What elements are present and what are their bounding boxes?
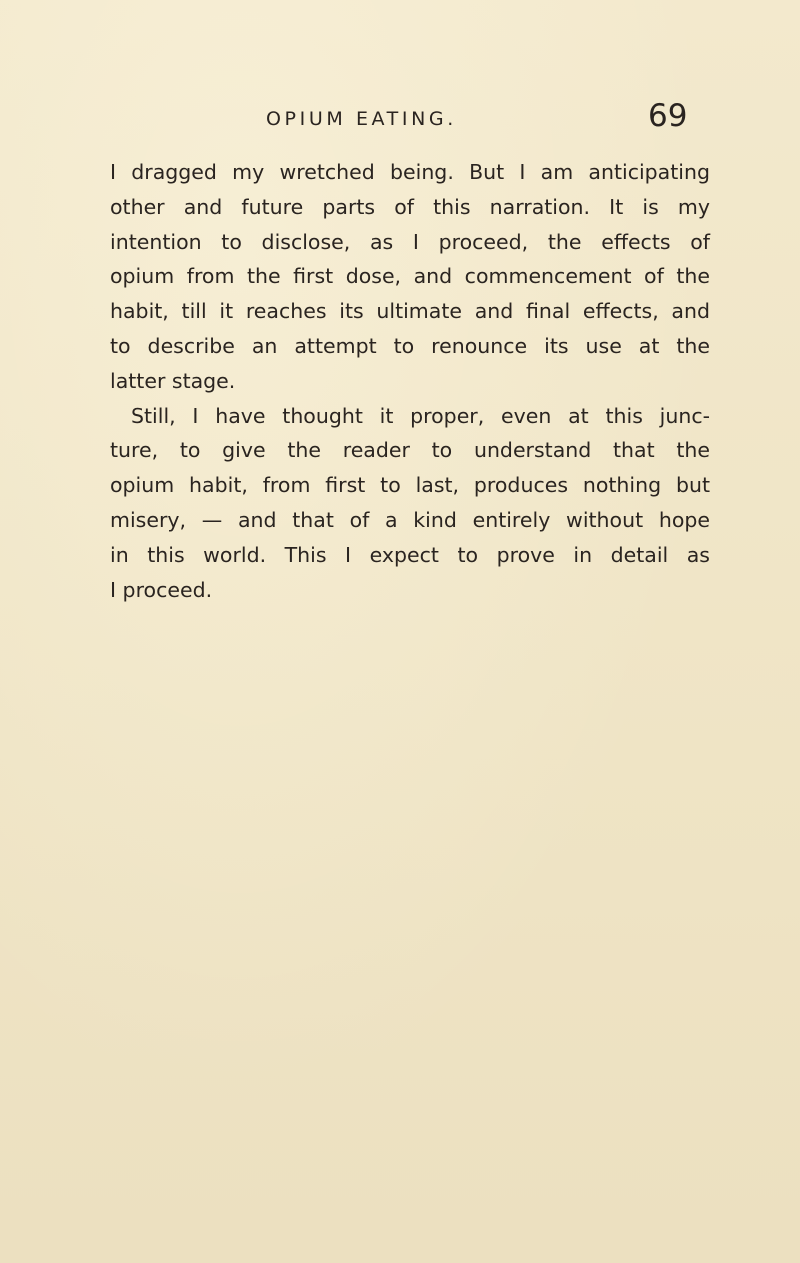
text-line: ture, to give the reader to understand that the [110,438,710,463]
body-text [110,155,710,607]
text-line: Still, I have thought it proper, even at this junc- [131,403,710,428]
text-line: opium habit, from first to last, produces nothing but [110,473,710,498]
text-line: I dragged my wretched being. But I am anticipating [110,160,710,184]
text-line: misery, — and that of a kind entirely without hope [110,507,710,532]
page-number: 69 [648,98,688,134]
text-line: latter stage. [110,368,236,393]
text-line: opium from the first dose, and commencement of the [110,264,710,289]
paragraph-2 [110,399,710,608]
paragraph-1 [110,155,710,399]
text-line: intention to disclose, as I proceed, the effects of [110,229,710,254]
text-line: other and future parts of this narration. It is my [110,194,710,219]
running-title: OPIUM EATING. [266,108,457,130]
text-line: habit, till it reaches its ultimate and final effects, and [110,299,710,324]
text-line: to describe an attempt to renounce its use at the [110,333,710,358]
text-line: in this world. This I expect to prove in detail as [110,542,710,567]
text-line: I proceed. [110,577,213,602]
